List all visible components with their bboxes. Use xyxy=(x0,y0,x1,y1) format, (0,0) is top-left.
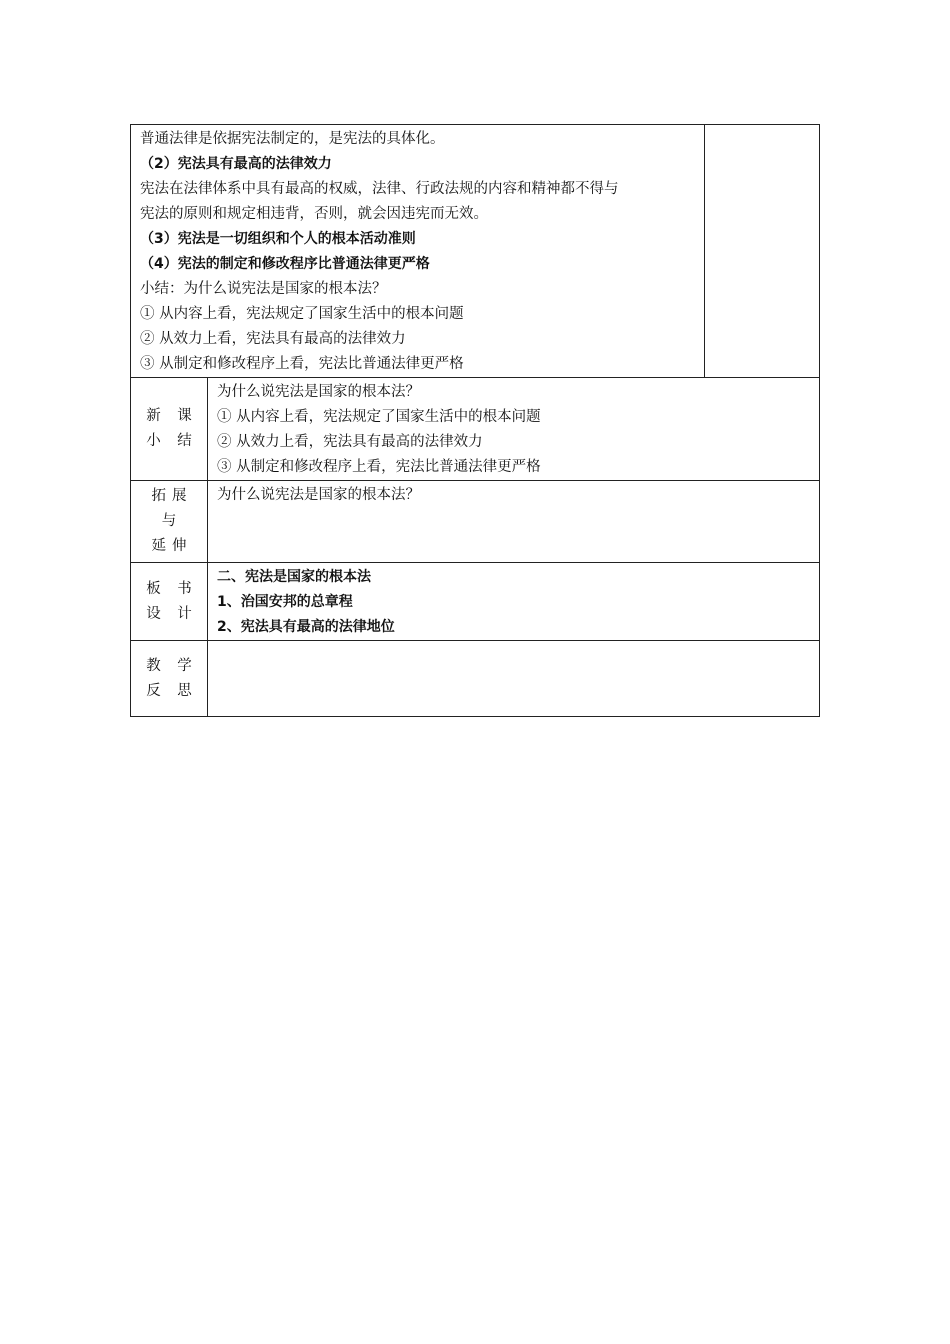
summary-label: 新 课 小 结 xyxy=(131,378,208,481)
board-line: 2、宪法具有最高的法律地位 xyxy=(217,619,395,635)
content-line: 宪法在法律体系中具有最高的权威，法律、行政法规的内容和精神都不得与 xyxy=(140,181,619,197)
summary-line: ① 从内容上看，宪法规定了国家生活中的根本问题 xyxy=(217,409,541,425)
content-heading: （2）宪法具有最高的法律效力 xyxy=(140,156,332,172)
board-content xyxy=(208,563,820,641)
content-line: ① 从内容上看，宪法规定了国家生活中的根本问题 xyxy=(140,306,464,322)
extension-content xyxy=(208,481,820,563)
summary-content xyxy=(208,378,820,481)
content-row xyxy=(131,125,820,378)
board-label: 板 书 设 计 xyxy=(131,563,208,641)
reflection-content xyxy=(208,641,820,717)
content-heading: （4）宪法的制定和修改程序比普通法律更严格 xyxy=(140,256,430,272)
content-line: 小结：为什么说宪法是国家的根本法？ xyxy=(140,281,387,297)
extension-label: 拓展 与 延伸 xyxy=(131,481,208,563)
summary-row xyxy=(131,378,820,481)
content-line: ③ 从制定和修改程序上看，宪法比普通法律更严格 xyxy=(140,356,464,372)
content-line: 普通法律是依据宪法制定的，是宪法的具体化。 xyxy=(140,131,445,147)
extension-row xyxy=(131,481,820,563)
reflection-label: 教 学 反 思 xyxy=(131,641,208,717)
notes-cell xyxy=(705,125,820,378)
reflection-row xyxy=(131,641,820,717)
lesson-plan-table xyxy=(130,124,820,717)
extension-line: 为什么说宪法是国家的根本法？ xyxy=(217,487,420,503)
lesson-content-cell xyxy=(131,125,705,378)
content-line: 宪法的原则和规定相违背，否则，就会因违宪而无效。 xyxy=(140,206,488,222)
content-heading: （3）宪法是一切组织和个人的根本活动准则 xyxy=(140,231,416,247)
summary-line: ③ 从制定和修改程序上看，宪法比普通法律更严格 xyxy=(217,459,541,475)
board-line: 1、治国安邦的总章程 xyxy=(217,594,353,610)
summary-line: 为什么说宪法是国家的根本法？ xyxy=(217,384,420,400)
board-line: 二、宪法是国家的根本法 xyxy=(217,569,371,585)
board-row xyxy=(131,563,820,641)
summary-line: ② 从效力上看，宪法具有最高的法律效力 xyxy=(217,434,483,450)
content-line: ② 从效力上看，宪法具有最高的法律效力 xyxy=(140,331,406,347)
